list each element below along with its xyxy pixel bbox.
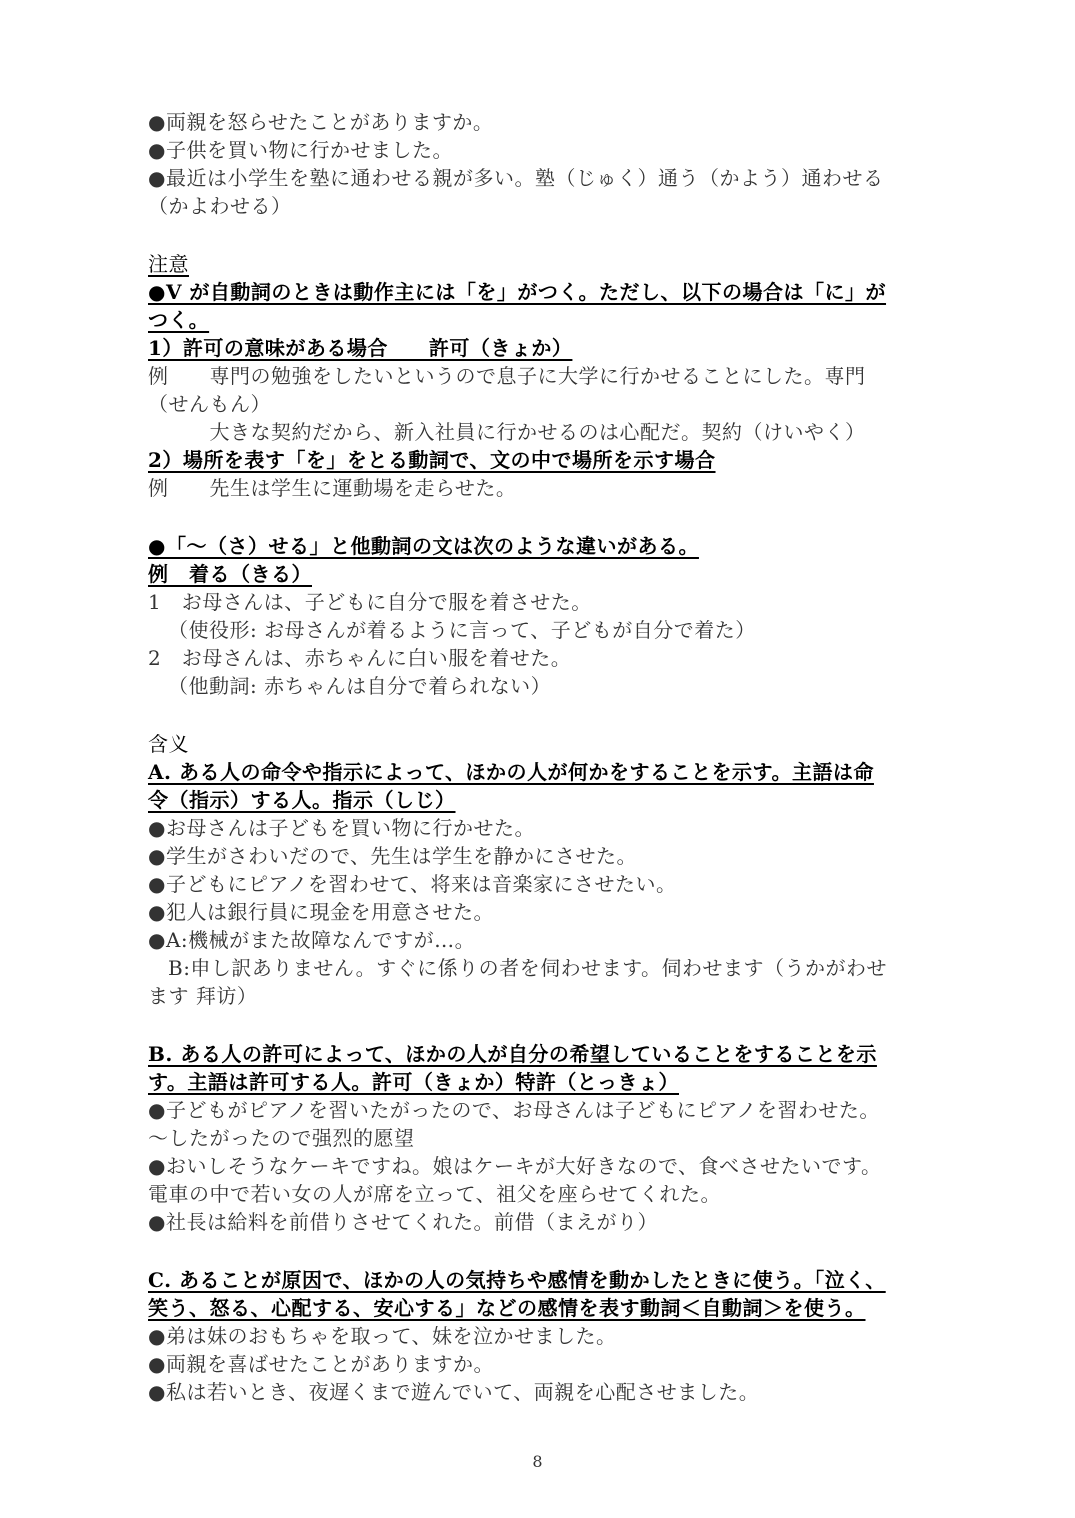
- example-line: ●私は若いとき、夜遅くまで遊んでいて、両親を心配させました。: [148, 1380, 760, 1404]
- meaning-heading: C. あることが原因で、ほかの人の気持ちや感情を動かしたときに使う。「泣く、: [148, 1268, 886, 1292]
- subheading: 1）許可の意味がある場合 許可（きょか）: [148, 336, 573, 360]
- example-line: （せんもん）: [148, 392, 271, 416]
- meaning-heading: 笑う、怒る、心配する、安心する」などの感情を表す動詞＜自動詞＞を使う。: [148, 1296, 866, 1320]
- example-line: 1 お母さんは、子どもに自分で服を着させた。: [148, 590, 592, 614]
- text-line: ●最近は小学生を塾に通わせる親が多い。塾（じゅく）通う（かよう）通わせる: [148, 166, 884, 190]
- example-line: ●社長は給料を前借りさせてくれた。前借（まえがり）: [148, 1210, 658, 1234]
- example-line: ます 拜访）: [148, 984, 258, 1008]
- example-line: ～したがったので强烈的愿望: [148, 1126, 415, 1150]
- meaning-heading: B. ある人の許可によって、ほかの人が自分の希望していることをすることを示: [148, 1042, 877, 1066]
- text-line: ●子供を買い物に行かせました。: [148, 138, 453, 162]
- example-line: ●子どもがピアノを習いたがったので、お母さんは子どもにピアノを習わせた。: [148, 1098, 880, 1122]
- note-line: つく。: [148, 308, 210, 332]
- example-line: ●弟は妹のおもちゃを取って、妹を泣かせました。: [148, 1324, 617, 1348]
- text-line: （かよわせる）: [148, 194, 292, 218]
- note-line: ●V が自動詞のときは動作主には「を」がつく。ただし、以下の場合は「に」が: [148, 280, 887, 304]
- example-line: ●学生がさわいだので、先生は学生を静かにさせた。: [148, 844, 638, 868]
- example-line: （使役形: お母さんが着るように言って、子どもが自分で着た）: [168, 618, 756, 642]
- example-line: ●お母さんは子どもを買い物に行かせた。: [148, 816, 535, 840]
- example-line: （他動詞: 赤ちゃんは自分で着られない）: [168, 674, 552, 698]
- section-heading: 含义: [148, 732, 189, 756]
- example-line: 2 お母さんは、赤ちゃんに白い服を着せた。: [148, 646, 572, 670]
- example-line: 例 専門の勉強をしたいというので息子に大学に行かせることにした。専門: [148, 364, 866, 388]
- example-line: ●犯人は銀行員に現金を用意させた。: [148, 900, 494, 924]
- example-line: ●両親を喜ばせたことがありますか。: [148, 1352, 494, 1376]
- example-line: ●子どもにピアノを習わせて、将来は音楽家にさせたい。: [148, 872, 677, 896]
- example-line: 例 先生は学生に運動場を走らせた。: [148, 476, 517, 500]
- example-line: ●A:機械がまた故障なんですが…。: [148, 928, 476, 952]
- example-line: B:申し訳ありません。すぐに係りの者を伺わせます。伺わせます（うかがわせ: [168, 956, 888, 980]
- subheading: 2）場所を表す「を」をとる動詞で、文の中で場所を示す場合: [148, 448, 716, 472]
- meaning-heading: す。主語は許可する人。許可（きょか）特許（とっきょ）: [148, 1070, 679, 1094]
- meaning-heading: A. ある人の命令や指示によって、ほかの人が何かをすることを示す。主語は命: [148, 760, 874, 784]
- page-number: 8: [532, 1452, 543, 1471]
- text-line: ●両親を怒らせたことがありますか。: [148, 110, 494, 134]
- section-heading: 注意: [148, 252, 189, 276]
- subheading: 例 着る（きる）: [148, 562, 312, 586]
- example-line: 電車の中で若い女の人が席を立って、祖父を座らせてくれた。: [148, 1182, 721, 1206]
- section-heading: ●「～（さ）せる」と他動詞の文は次のような違いがある。: [148, 534, 699, 558]
- example-line: 大きな契約だから、新入社員に行かせるのは心配だ。契約（けいやく）: [148, 420, 866, 444]
- example-line: ●おいしそうなケーキですね。娘はケーキが大好きなので、食べさせたいです。: [148, 1154, 882, 1178]
- meaning-heading: 令（指示）する人。指示（しじ）: [148, 788, 456, 812]
